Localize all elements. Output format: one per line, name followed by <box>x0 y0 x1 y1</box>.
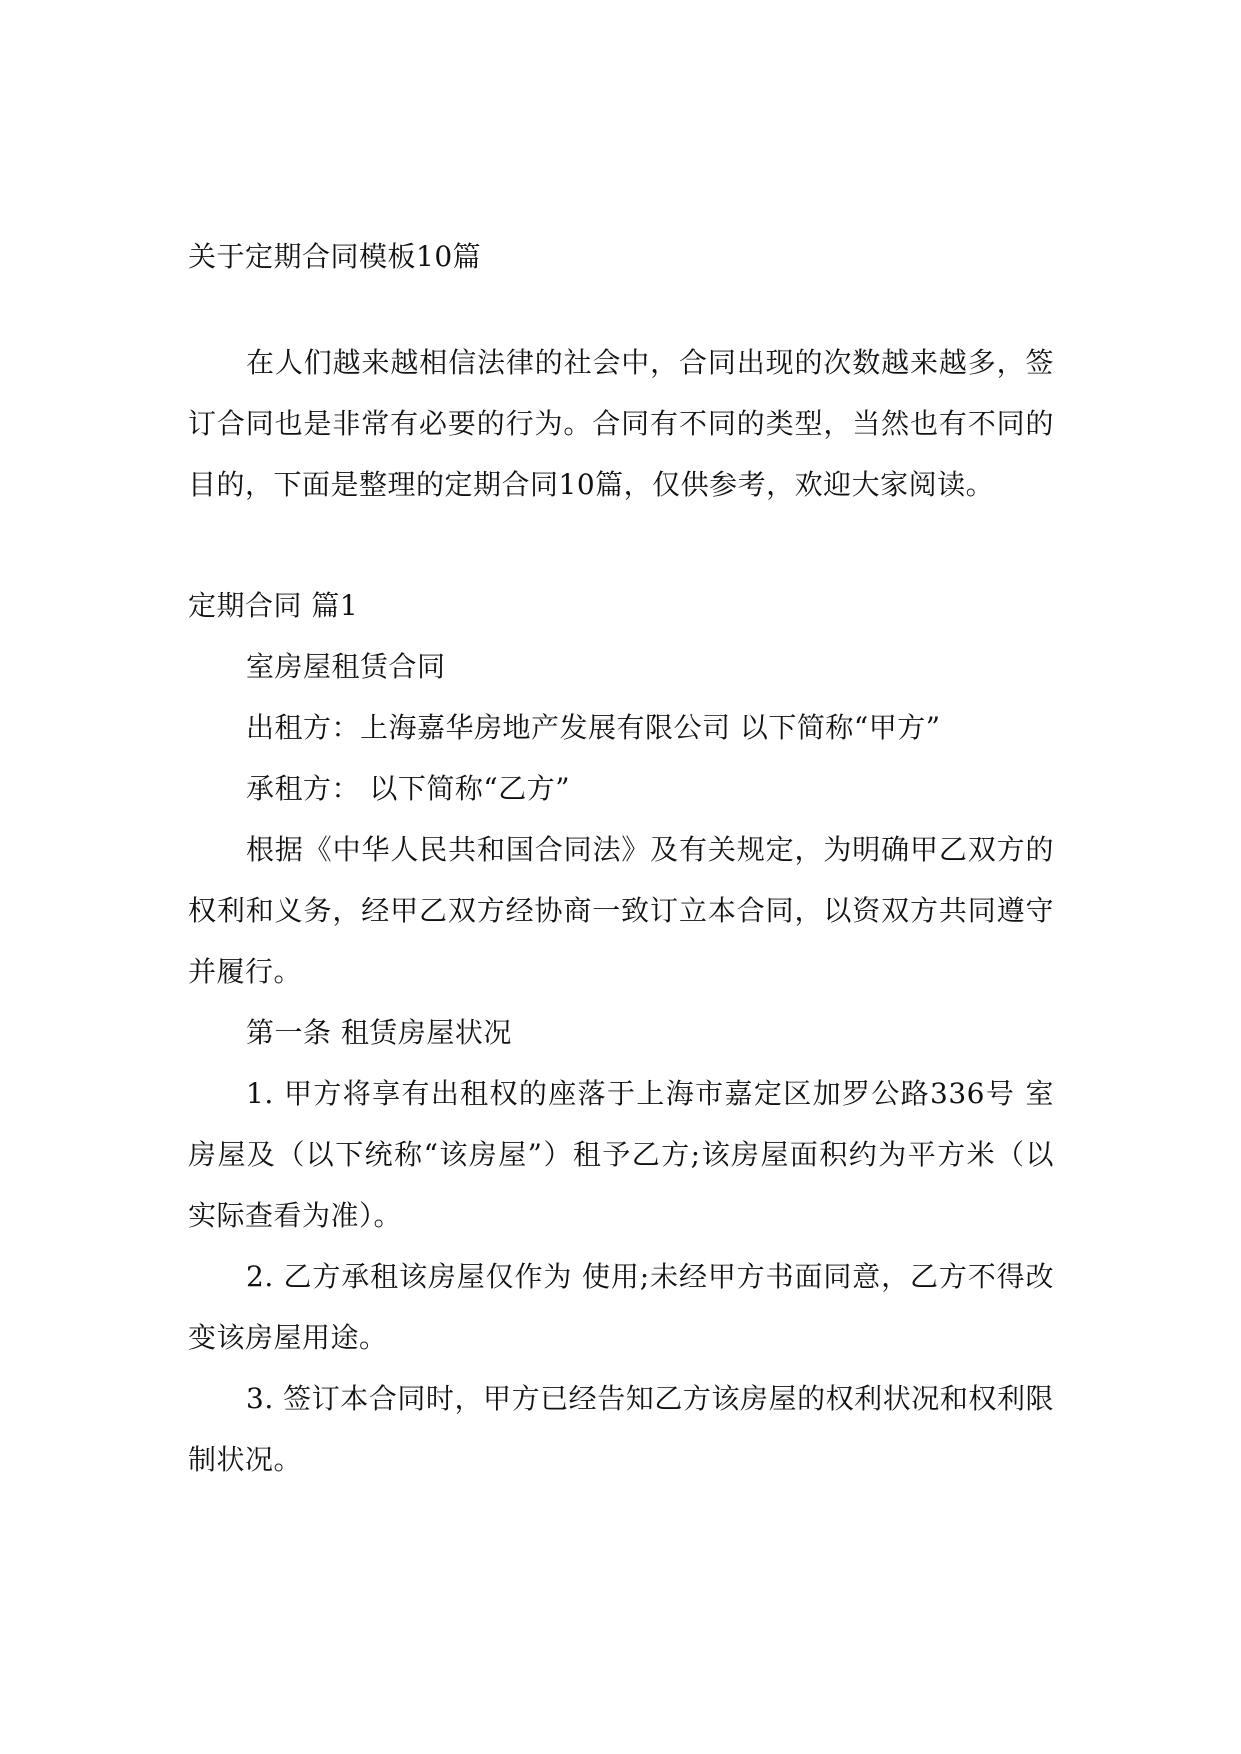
lessee-line: 承租方： 以下简称“乙方” <box>246 772 571 805</box>
legal-basis-paragraph: 根据《中华人民共和国合同法》及有关规定，为明确甲乙双方的权利和义务，经甲乙双方经协商一致订立本合同，以资双方共同遵守并履行。 <box>188 833 1054 988</box>
contract-title: 室房屋租赁合同 <box>246 650 446 683</box>
section-heading: 定期合同 篇1 <box>188 589 359 622</box>
lessor-line: 出租方：上海嘉华房地产发展有限公司 以下简称“甲方” <box>246 711 941 744</box>
clause-1: 1. 甲方将享有出租权的座落于上海市嘉定区加罗公路336号 室房屋及（以下统称“该房屋”）租予乙方;该房屋面积约为平方米（以实际查看为准）。 <box>188 1077 1054 1232</box>
clause-3: 3. 签订本合同时，甲方已经告知乙方该房屋的权利状况和权利限制状况。 <box>188 1382 1054 1476</box>
intro-paragraph: 在人们越来越相信法律的社会中，合同出现的次数越来越多，签订合同也是非常有必要的行为。合同有不同的类型，当然也有不同的目的，下面是整理的定期合同10篇，仅供参考，欢迎大家阅读。 <box>188 346 1054 501</box>
article-heading: 第一条 租赁房屋状况 <box>246 1016 512 1049</box>
document-title: 关于定期合同模板10篇 <box>188 240 482 273</box>
clause-2: 2. 乙方承租该房屋仅作为 使用;未经甲方书面同意，乙方不得改变该房屋用途。 <box>188 1260 1054 1354</box>
document-body <box>188 226 1054 1490</box>
